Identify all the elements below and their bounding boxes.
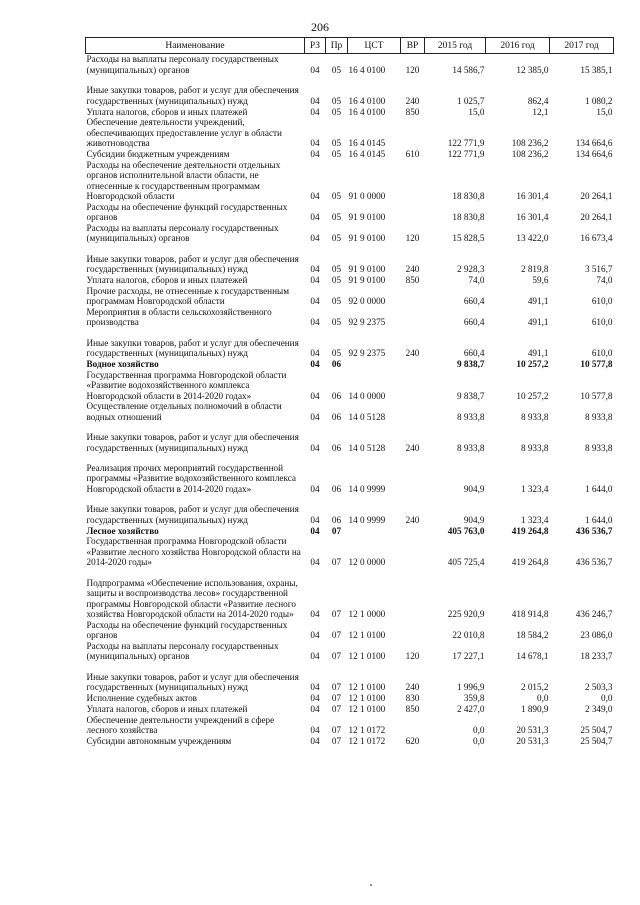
cell-name: Субсидии автономным учреждениям (86, 736, 232, 746)
cell-y2016: 108 236,2 (511, 149, 549, 159)
cell-name: Прочие расходы, не отнесенные к государственным программам Новгородской области (86, 285, 290, 306)
cell-cst: 12 1 0100 (348, 693, 386, 703)
cell-pr: 07 (331, 557, 342, 567)
cell-rz: 04 (310, 390, 320, 401)
table-row (86, 149, 614, 160)
cell-y2016: 419 264,8 (511, 525, 549, 536)
cell-rz: 04 (310, 483, 320, 494)
cell-pr: 05 (331, 212, 342, 222)
cell-y2017: 20 264,1 (580, 191, 613, 201)
table-header-row (86, 38, 614, 54)
cell-cst: 12 1 0100 (348, 630, 386, 640)
cell-vr: 240 (405, 514, 420, 525)
cell-pr: 06 (331, 442, 342, 453)
cell-rz: 04 (310, 212, 320, 222)
cell-y2017: 18 233,7 (580, 651, 613, 661)
cell-y2016: 491,1 (527, 348, 549, 358)
cell-pr: 07 (331, 609, 342, 619)
cell-pr: 06 (331, 514, 342, 525)
cell-name: Субсидии бюджетным учреждениям (86, 149, 230, 159)
cell-rz: 04 (310, 233, 320, 243)
header-name: Наименование (86, 38, 305, 54)
cell-pr: 07 (331, 693, 342, 703)
cell-vr: 240 (405, 264, 420, 274)
header-rz: РЗ (305, 38, 326, 54)
cell-cst: 12 1 0100 (348, 651, 386, 661)
cell-pr: 05 (331, 317, 342, 327)
cell-y2016: 1 323,4 (520, 514, 549, 525)
cell-rz: 04 (310, 317, 320, 327)
cell-vr (401, 568, 425, 620)
cell-vr: 240 (405, 442, 420, 453)
cell-name: Осуществление отдельных полномочий в области водных отношений (86, 401, 282, 422)
cell-pr: 06 (331, 390, 342, 401)
cell-cst: 91 9 0100 (348, 233, 386, 243)
cell-y2017: 610,0 (591, 348, 613, 358)
cell-y2015: 9 838,7 (456, 390, 485, 401)
cell-y2017: 134 664,6 (575, 149, 613, 159)
cell-cst: 14 0 0000 (348, 390, 386, 401)
table-row (86, 568, 614, 620)
cell-y2015: 0,0 (473, 736, 485, 746)
header-pr: Пр (326, 38, 348, 54)
cell-name: Расходы на обеспечение функций государственных органов (86, 619, 288, 640)
cell-name: Иные закупки товаров, работ и услуг для обеспечения государственных (муниципальных) нужд (86, 337, 299, 358)
cell-y2015: 660,4 (463, 317, 485, 327)
cell-y2016: 2 015,2 (520, 682, 549, 692)
table-row (86, 693, 614, 704)
cell-pr: 06 (331, 483, 342, 494)
cell-cst: 91 9 0100 (348, 264, 386, 274)
cell-y2015: 1 025,7 (456, 95, 485, 106)
cell-y2015: 8 933,8 (456, 442, 485, 453)
cell-pr: 05 (331, 95, 342, 106)
cell-y2016: 59,6 (532, 275, 549, 285)
cell-vr (401, 401, 425, 422)
cell-vr: 850 (405, 275, 420, 285)
table-row (86, 202, 614, 223)
cell-cst (348, 359, 401, 370)
cell-name: Водное хозяйство (86, 359, 159, 369)
cell-rz: 04 (310, 736, 320, 746)
table-row (86, 662, 614, 693)
cell-vr (401, 525, 425, 536)
cell-vr (401, 202, 425, 223)
cell-y2017: 134 664,6 (575, 138, 613, 148)
cell-y2015: 8 933,8 (456, 411, 485, 422)
cell-pr: 05 (331, 233, 342, 243)
cell-vr: 830 (405, 693, 420, 703)
cell-y2016: 491,1 (527, 296, 549, 306)
cell-y2015: 2 427,0 (456, 704, 485, 714)
cell-rz: 04 (310, 630, 320, 640)
cell-pr: 05 (331, 296, 342, 306)
cell-vr: 850 (405, 106, 420, 117)
cell-name: Реализация прочих мероприятий государственной программы «Развитие водохозяйственного комплекса Новгородской области в 2014-2020 годах» (86, 462, 296, 494)
cell-cst: 92 9 2375 (348, 348, 386, 358)
cell-y2017: 10 577,8 (580, 359, 613, 369)
cell-vr (401, 117, 425, 149)
cell-vr (401, 536, 425, 568)
table-row (86, 54, 614, 76)
cell-rz: 04 (310, 106, 320, 117)
cell-name: Государственная программа Новгородской области «Развитие водохозяйственного комплекса Новгородской области в 2014-2020 годах» (86, 369, 287, 401)
cell-y2016: 20 531,3 (516, 736, 549, 746)
cell-y2017: 3 516,7 (584, 264, 613, 274)
cell-cst: 91 0 0000 (348, 191, 386, 201)
table-row (86, 106, 614, 117)
cell-name: Расходы на обеспечение деятельности отдельных органов исполнительной власти области, не отнесенные к государственным программам Новгородской области (86, 159, 281, 201)
cell-y2015: 122 771,9 (447, 149, 485, 159)
table-row (86, 704, 614, 715)
cell-vr: 240 (405, 95, 420, 106)
cell-rz: 04 (310, 275, 320, 285)
cell-cst: 16 4 0145 (348, 149, 386, 159)
table-row (86, 494, 614, 525)
cell-rz: 04 (310, 411, 320, 422)
cell-pr: 07 (331, 682, 342, 692)
cell-rz: 04 (310, 64, 320, 75)
cell-y2017: 0,0 (601, 693, 613, 703)
cell-pr: 07 (331, 704, 342, 714)
cell-name: Иные закупки товаров, работ и услуг для обеспечения государственных (муниципальных) нужд (86, 432, 299, 453)
table-row (86, 328, 614, 359)
cell-vr: 120 (405, 651, 420, 661)
table-row (86, 75, 614, 106)
cell-cst: 14 0 5128 (348, 411, 386, 422)
cell-name: Уплата налогов, сборов и иных платежей (86, 106, 248, 117)
cell-rz: 04 (310, 359, 320, 369)
table-row (86, 715, 614, 736)
cell-pr: 05 (331, 348, 342, 358)
cell-vr (401, 286, 425, 307)
cell-y2016: 491,1 (527, 317, 549, 327)
cell-y2016: 10 257,2 (516, 390, 549, 401)
cell-y2015: 904,9 (463, 483, 485, 494)
cell-y2015: 904,9 (463, 514, 485, 525)
cell-rz: 04 (310, 191, 320, 201)
cell-rz: 04 (310, 149, 320, 159)
cell-y2015: 122 771,9 (447, 138, 485, 148)
header-2016: 2016 год (486, 38, 550, 54)
cell-y2017: 8 933,8 (584, 442, 613, 453)
cell-name: Иные закупки товаров, работ и услуг для обеспечения государственных (муниципальных) нужд (86, 671, 299, 692)
table-row (86, 620, 614, 641)
cell-cst: 16 4 0100 (348, 64, 386, 75)
scan-speck (370, 884, 372, 886)
cell-y2015: 74,0 (468, 275, 485, 285)
table-row (86, 536, 614, 568)
cell-name: Расходы на выплаты персоналу государственных (муниципальных) органов (86, 640, 279, 661)
cell-pr: 07 (331, 651, 342, 661)
cell-pr: 07 (331, 725, 342, 735)
cell-y2017: 20 264,1 (580, 212, 613, 222)
cell-vr (401, 160, 425, 202)
table-row (86, 223, 614, 244)
cell-vr: 240 (405, 682, 420, 692)
cell-name: Расходы на обеспечение функций государственных органов (86, 201, 288, 222)
cell-y2015: 18 830,8 (452, 191, 485, 201)
table-row (86, 286, 614, 307)
cell-name: Иные закупки товаров, работ и услуг для обеспечения государственных (муниципальных) нужд (86, 504, 299, 525)
cell-y2016: 10 257,2 (516, 359, 549, 369)
cell-rz: 04 (310, 264, 320, 274)
cell-name: Мероприятия в области сельскохозяйственного производства (86, 306, 272, 327)
cell-pr: 05 (331, 264, 342, 274)
cell-rz: 04 (310, 651, 320, 661)
table-row (86, 117, 614, 149)
table-row (86, 736, 614, 747)
cell-y2016: 12,1 (532, 106, 549, 117)
cell-name: Иные закупки товаров, работ и услуг для обеспечения государственных (муниципальных) нужд (86, 85, 299, 106)
cell-y2017: 2 349,0 (584, 704, 613, 714)
cell-rz: 04 (310, 682, 320, 692)
table-row (86, 453, 614, 494)
cell-name: Расходы на выплаты персоналу государственных (муниципальных) органов (86, 222, 279, 243)
cell-cst: 12 1 0000 (348, 609, 386, 619)
cell-y2017: 1 080,2 (584, 95, 613, 106)
cell-y2016: 8 933,8 (520, 411, 549, 422)
cell-y2016: 16 301,4 (516, 212, 549, 222)
cell-pr: 06 (331, 359, 342, 369)
cell-y2017: 23 086,0 (580, 630, 613, 640)
cell-y2015: 660,4 (463, 348, 485, 358)
cell-y2017: 15 385,1 (580, 64, 613, 75)
cell-pr: 06 (331, 411, 342, 422)
cell-y2015: 0,0 (473, 725, 485, 735)
cell-vr (401, 453, 425, 494)
cell-rz: 04 (310, 609, 320, 619)
cell-cst: 12 1 0100 (348, 704, 386, 714)
cell-vr (401, 715, 425, 736)
cell-y2015: 359,8 (463, 693, 485, 703)
cell-vr: 120 (405, 64, 420, 75)
cell-y2017: 436 246,7 (575, 609, 613, 619)
budget-table (85, 37, 614, 747)
cell-name: Обеспечение деятельности учреждений, обеспечивающих предоставление услуг в области животноводства (86, 117, 282, 148)
header-2017: 2017 год (550, 38, 614, 54)
cell-rz: 04 (310, 514, 320, 525)
cell-y2017: 436 536,7 (575, 557, 613, 567)
cell-y2017: 610,0 (591, 317, 613, 327)
cell-pr: 05 (331, 191, 342, 201)
cell-vr (401, 359, 425, 370)
cell-cst: 14 0 9999 (348, 483, 386, 494)
cell-y2016: 862,4 (527, 95, 549, 106)
table-row (86, 401, 614, 422)
table-row (86, 370, 614, 402)
cell-pr: 05 (331, 64, 342, 75)
cell-pr: 07 (331, 630, 342, 640)
cell-y2016: 419 264,8 (511, 557, 549, 567)
table-row (86, 641, 614, 662)
cell-y2015: 15,0 (468, 106, 485, 117)
cell-y2017: 74,0 (596, 275, 613, 285)
cell-vr: 610 (405, 149, 420, 159)
cell-pr: 05 (331, 149, 342, 159)
cell-rz: 04 (310, 442, 320, 453)
cell-rz: 04 (310, 95, 320, 106)
cell-rz: 04 (310, 525, 320, 536)
cell-y2016: 8 933,8 (520, 442, 549, 453)
cell-cst: 14 0 5128 (348, 442, 386, 453)
cell-y2017: 2 503,3 (584, 682, 613, 692)
cell-y2015: 660,4 (463, 296, 485, 306)
cell-rz: 04 (310, 704, 320, 714)
cell-rz: 04 (310, 138, 320, 148)
cell-name: Государственная программа Новгородской области «Развитие лесного хозяйства Новгородской области на 2014-2020 годы» (86, 536, 301, 567)
cell-cst: 92 9 2375 (348, 317, 386, 327)
cell-y2015: 225 920,9 (447, 609, 485, 619)
cell-y2017: 1 644,0 (584, 514, 613, 525)
cell-y2016: 1 890,9 (520, 704, 549, 714)
cell-y2015: 14 586,7 (452, 64, 485, 75)
section-row (86, 359, 614, 370)
cell-y2017: 610,0 (591, 296, 613, 306)
cell-pr: 05 (331, 138, 342, 148)
cell-y2016: 14 678,1 (516, 651, 549, 661)
table-row (86, 307, 614, 328)
header-2015: 2015 год (425, 38, 486, 54)
cell-cst (348, 525, 401, 536)
cell-cst: 16 4 0100 (348, 106, 386, 117)
cell-cst: 16 4 0100 (348, 95, 386, 106)
cell-vr (401, 370, 425, 402)
cell-pr: 07 (331, 736, 342, 746)
cell-y2017: 25 504,7 (580, 736, 613, 746)
cell-name: Обеспечение деятельности учреждений в сфере лесного хозяйства (86, 714, 275, 735)
cell-name: Исполнение судебных актов (86, 693, 198, 703)
cell-y2017: 436 536,7 (575, 525, 613, 536)
cell-vr: 620 (405, 736, 420, 746)
cell-y2015: 17 227,1 (452, 651, 485, 661)
cell-pr: 05 (331, 275, 342, 285)
table-row (86, 275, 614, 286)
cell-vr: 850 (405, 704, 420, 714)
cell-y2016: 0,0 (537, 693, 549, 703)
cell-y2017: 1 644,0 (584, 483, 613, 494)
cell-y2017: 16 673,4 (580, 233, 613, 243)
cell-cst: 12 1 0172 (348, 736, 386, 746)
cell-name: Лесное хозяйство (86, 525, 159, 536)
cell-y2016: 12 385,0 (516, 64, 549, 75)
cell-y2016: 13 422,0 (516, 233, 549, 243)
table-row (86, 244, 614, 275)
cell-y2015: 1 996,9 (456, 682, 485, 692)
cell-y2015: 22 010,8 (452, 630, 485, 640)
header-vr: ВР (401, 38, 425, 54)
cell-cst: 14 0 9999 (348, 514, 386, 525)
cell-name: Расходы на выплаты персоналу государственных (муниципальных) органов (86, 54, 279, 75)
cell-y2017: 8 933,8 (584, 411, 613, 422)
cell-rz: 04 (310, 725, 320, 735)
cell-y2016: 20 531,3 (516, 725, 549, 735)
cell-rz: 04 (310, 296, 320, 306)
table-row (86, 160, 614, 202)
cell-cst: 16 4 0145 (348, 138, 386, 148)
cell-y2017: 10 577,8 (580, 390, 613, 401)
cell-y2016: 2 819,8 (520, 264, 549, 274)
cell-pr: 07 (331, 525, 342, 536)
cell-cst: 91 9 0100 (348, 275, 386, 285)
cell-y2016: 418 914,8 (511, 609, 549, 619)
cell-y2016: 108 236,2 (511, 138, 549, 148)
cell-vr: 120 (405, 233, 420, 243)
cell-y2016: 16 301,4 (516, 191, 549, 201)
cell-y2015: 405 725,4 (447, 557, 485, 567)
cell-vr: 240 (405, 348, 420, 358)
cell-cst: 91 9 0100 (348, 212, 386, 222)
cell-y2017: 15,0 (596, 106, 613, 117)
cell-y2015: 2 928,3 (456, 264, 485, 274)
cell-rz: 04 (310, 348, 320, 358)
cell-y2016: 1 323,4 (520, 483, 549, 494)
cell-y2015: 9 838,7 (456, 359, 485, 369)
cell-y2016: 18 584,2 (516, 630, 549, 640)
cell-cst: 12 1 0172 (348, 725, 386, 735)
cell-y2015: 18 830,8 (452, 212, 485, 222)
cell-rz: 04 (310, 693, 320, 703)
cell-vr (401, 307, 425, 328)
cell-name: Подпрограмма «Обеспечение использования, охраны, защиты и воспроизводства лесов» государственной программы Новгородской области «Развитие лесного хозяйства Новгородской области на 2014-2020 годы» (86, 577, 298, 619)
section-row (86, 525, 614, 536)
cell-name: Уплата налогов, сборов и иных платежей (86, 275, 248, 285)
page-number: 206 (311, 20, 329, 34)
header-cst: ЦСТ (348, 38, 401, 54)
cell-cst: 92 0 0000 (348, 296, 386, 306)
cell-pr: 05 (331, 106, 342, 117)
table-row (86, 422, 614, 453)
cell-y2017: 25 504,7 (580, 725, 613, 735)
cell-cst: 12 0 0000 (348, 557, 386, 567)
cell-y2015: 405 763,0 (447, 525, 485, 536)
cell-name: Уплата налогов, сборов и иных платежей (86, 704, 248, 714)
cell-y2015: 15 828,5 (452, 233, 485, 243)
cell-rz: 04 (310, 557, 320, 567)
cell-cst: 12 1 0100 (348, 682, 386, 692)
cell-vr (401, 620, 425, 641)
cell-name: Иные закупки товаров, работ и услуг для обеспечения государственных (муниципальных) нужд (86, 253, 299, 274)
